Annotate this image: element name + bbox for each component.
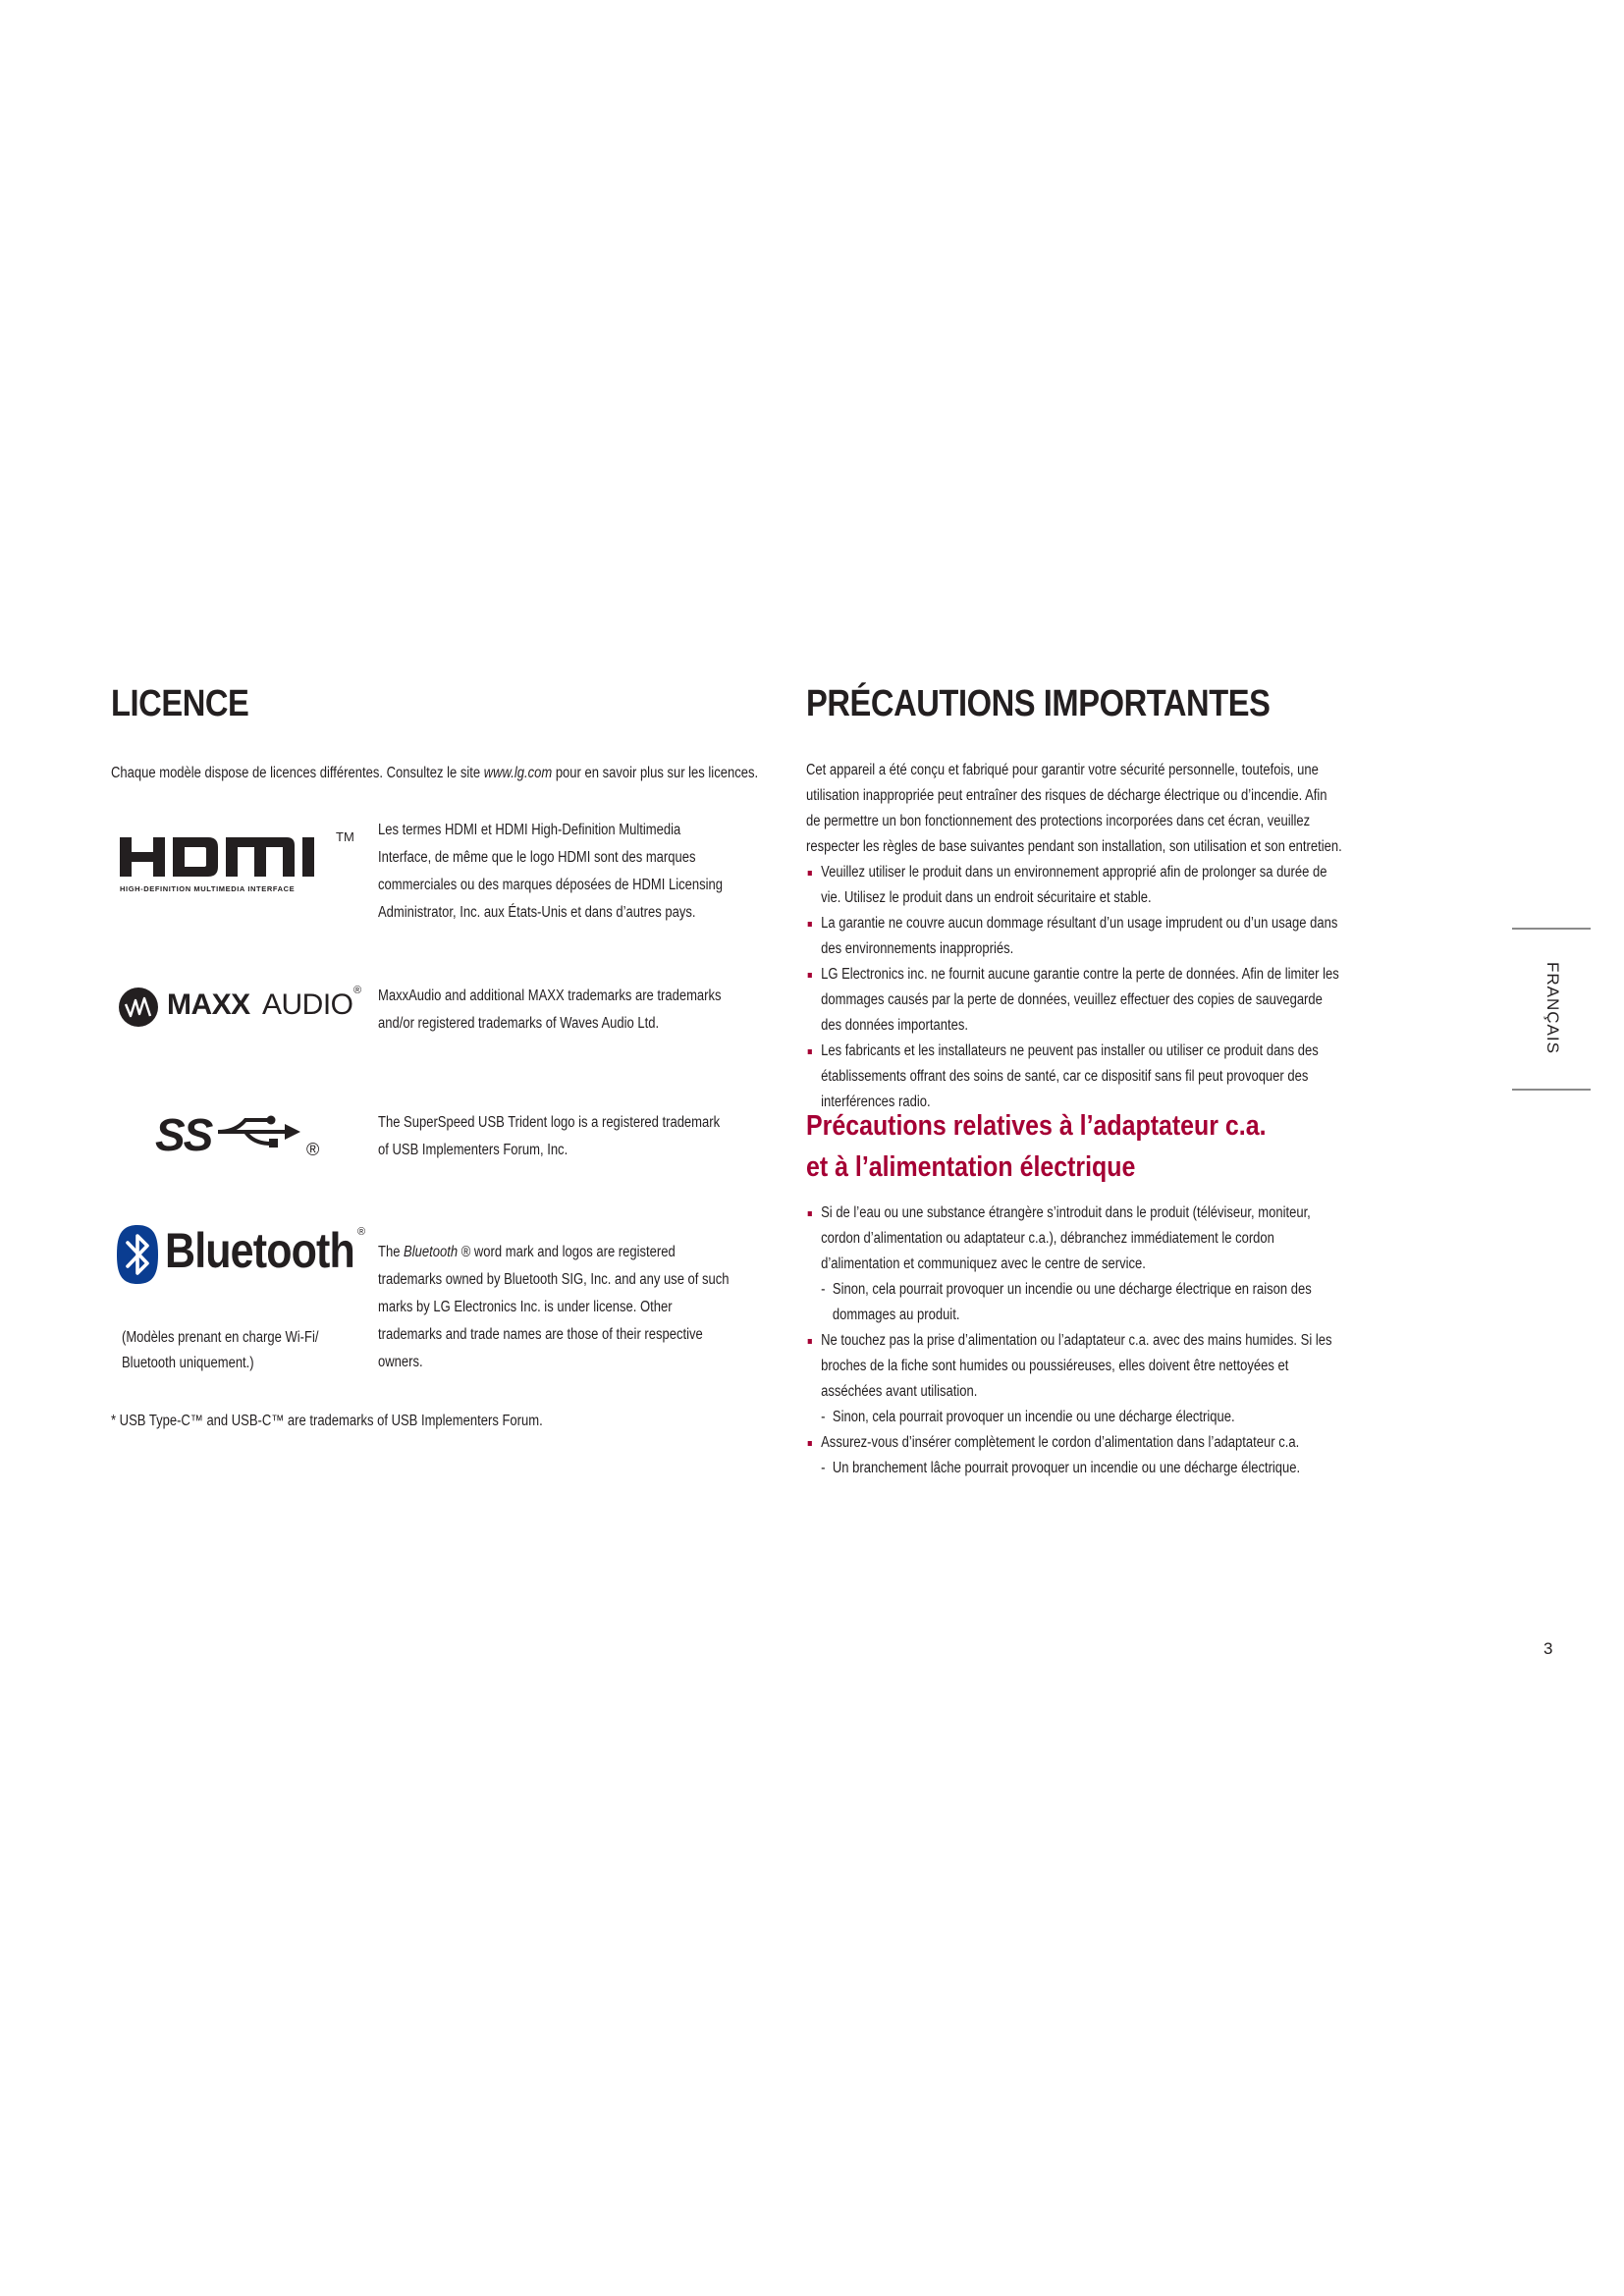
bluetooth-text [378, 1239, 732, 1376]
adapter-list-2 [806, 1328, 1342, 1405]
precautions-title: PRÉCAUTIONS IMPORTANTES [806, 683, 1271, 724]
side-language-label: FRANÇAIS [1543, 962, 1562, 1054]
maxx-logo-bold: MAXX [167, 988, 250, 1021]
maxxaudio-logo [118, 985, 363, 1030]
lg-link[interactable]: www.lg.com [483, 765, 553, 781]
licence-title: LICENCE [111, 683, 249, 724]
adapter-sub-list-1 [806, 1277, 1342, 1328]
adapter-sub-2: - Sinon, cela pourrait provoquer un incendie ou une décharge électrique. [806, 1405, 1342, 1430]
hdmi-logo-sub: HIGH-DEFINITION MULTIMEDIA INTERFACE [120, 884, 296, 893]
adapter-title: Précautions relatives à l’adaptateur c.a. et à l’alimentation électrique [806, 1110, 1267, 1183]
adapter-sub-list-2 [806, 1405, 1342, 1430]
adapter-list-3 [806, 1430, 1342, 1456]
adapter-item-1-text: Si de l’eau ou une substance étrangère s’introduit dans le produit (téléviseur, moniteur, cordon d’alimentation ou adaptateur c.a.), débranchez immédiatement le cordon d’alimentation et communiquez avec le centre de service. [821, 1204, 1311, 1272]
precaution-item-1: Veuillez utiliser le produit dans un environnement approprié afin de prolonger sa durée de vie. Utilisez le produit dans un endroit sécuritaire et stable. [806, 860, 1342, 911]
precautions-list [806, 860, 1342, 1115]
side-rule-top [1512, 928, 1591, 930]
precautions-section [806, 758, 1342, 1115]
adapter-sub-1: - Sinon, cela pourrait provoquer un incendie ou une décharge électrique en raison des dommages au produit. [806, 1277, 1342, 1328]
precaution-item-3: LG Electronics inc. ne fournit aucune garantie contre la perte de données. Afin de limiter les dommages causés par la perte de données, veuillez effectuer des copies de sauvegarde des données importantes. [806, 962, 1342, 1039]
precautions-intro: Cet appareil a été conçu et fabriqué pour garantir votre sécurité personnelle, toutefois, une utilisation inappropriée peut entraîner des risques de décharge électrique ou d’incendie. Afin de permettre un bon fonctionnement des protections incorporées dans cet écran, veuillez respecter les règles de base suivantes pendant son installation, son utilisation et son entretien. [806, 762, 1342, 855]
bluetooth-logo-reg: ® [357, 1226, 366, 1238]
usbc-note: * USB Type-C™ and USB-C™ are trademarks of USB Implementers Forum. [111, 1413, 543, 1429]
bluetooth-icon [116, 1224, 159, 1285]
maxx-logo-reg: ® [353, 985, 362, 996]
ss-logo-text: SS [155, 1109, 212, 1160]
precaution-item-2: La garantie ne couvre aucun dommage résultant d’un usage imprudent ou d’un usage dans des environnements inappropriés. [806, 911, 1342, 962]
side-rule-bottom [1512, 1089, 1591, 1091]
adapter-item-3-text: Assurez-vous d’insérer complètement le cordon d’alimentation dans l’adaptateur c.a. [821, 1434, 1300, 1451]
ss-logo-reg: ® [306, 1140, 320, 1159]
bluetooth-text-italic: Bluetooth [404, 1244, 459, 1260]
adapter-item-3 [806, 1430, 1342, 1456]
maxx-logo-light: AUDIO [262, 988, 353, 1021]
licence-intro-before: Chaque modèle dispose de licences différentes. Consultez le site [111, 765, 484, 781]
adapter-sub-3: - Un branchement lâche pourrait provoquer un incendie ou une décharge électrique. [806, 1456, 1342, 1481]
usb-text: The SuperSpeed USB Trident logo is a registered trademark of USB Implementers Forum, Inc. [378, 1114, 721, 1158]
page-number: 3 [1543, 1639, 1553, 1658]
precaution-item-4: Les fabricants et les installateurs ne peuvent pas installer ou utiliser ce produit dans des établissements offrant des soins de santé, car ce dispositif sans fil peut provoquer des interférences radio. [806, 1039, 1342, 1115]
adapter-item-2 [806, 1328, 1342, 1405]
adapter-item-2-text: Ne touchez pas la prise d’alimentation ou l’adaptateur c.a. avec des mains humides. Si les broches de la fiche sont humides ou poussiéreuses, elles doivent être nettoyées et asséchées avant utilisation. [821, 1332, 1332, 1400]
bluetooth-text-before: The [378, 1244, 405, 1260]
hdmi-logo [120, 831, 355, 900]
superspeed-usb-logo [155, 1104, 332, 1163]
adapter-sub-list-3 [806, 1456, 1342, 1481]
bluetooth-logo-text: Bluetooth [165, 1223, 354, 1278]
bluetooth-note: (Modèles prenant en charge Wi-Fi/ Bluetooth uniquement.) [122, 1329, 319, 1371]
maxx-text: MaxxAudio and additional MAXX trademarks are trademarks and/or registered trademarks of Waves Audio Ltd. [378, 988, 722, 1032]
adapter-list [806, 1201, 1342, 1277]
waves-icon [118, 987, 159, 1028]
adapter-item-1 [806, 1201, 1342, 1277]
bluetooth-logo [116, 1222, 371, 1291]
adapter-section [806, 1201, 1342, 1481]
bluetooth-text-after: ® word mark and logos are registered trademarks owned by Bluetooth SIG, Inc. and any use of such marks by LG Electronics Inc. is under license. Other trademarks and trade names are those of their respective owners. [378, 1244, 730, 1370]
licence-intro-after: pour en savoir plus sur les licences. [552, 765, 759, 781]
usb-trident-icon [216, 1112, 306, 1148]
hdmi-text: Les termes HDMI et HDMI High-Definition Multimedia Interface, de même que le logo HDMI sont des marques commerciales ou des marques déposées de HDMI Licensing Administrator, Inc. aux États-Unis et dans d’autres pays. [378, 822, 723, 921]
hdmi-tm: TM [336, 829, 354, 844]
licence-intro [111, 761, 887, 786]
